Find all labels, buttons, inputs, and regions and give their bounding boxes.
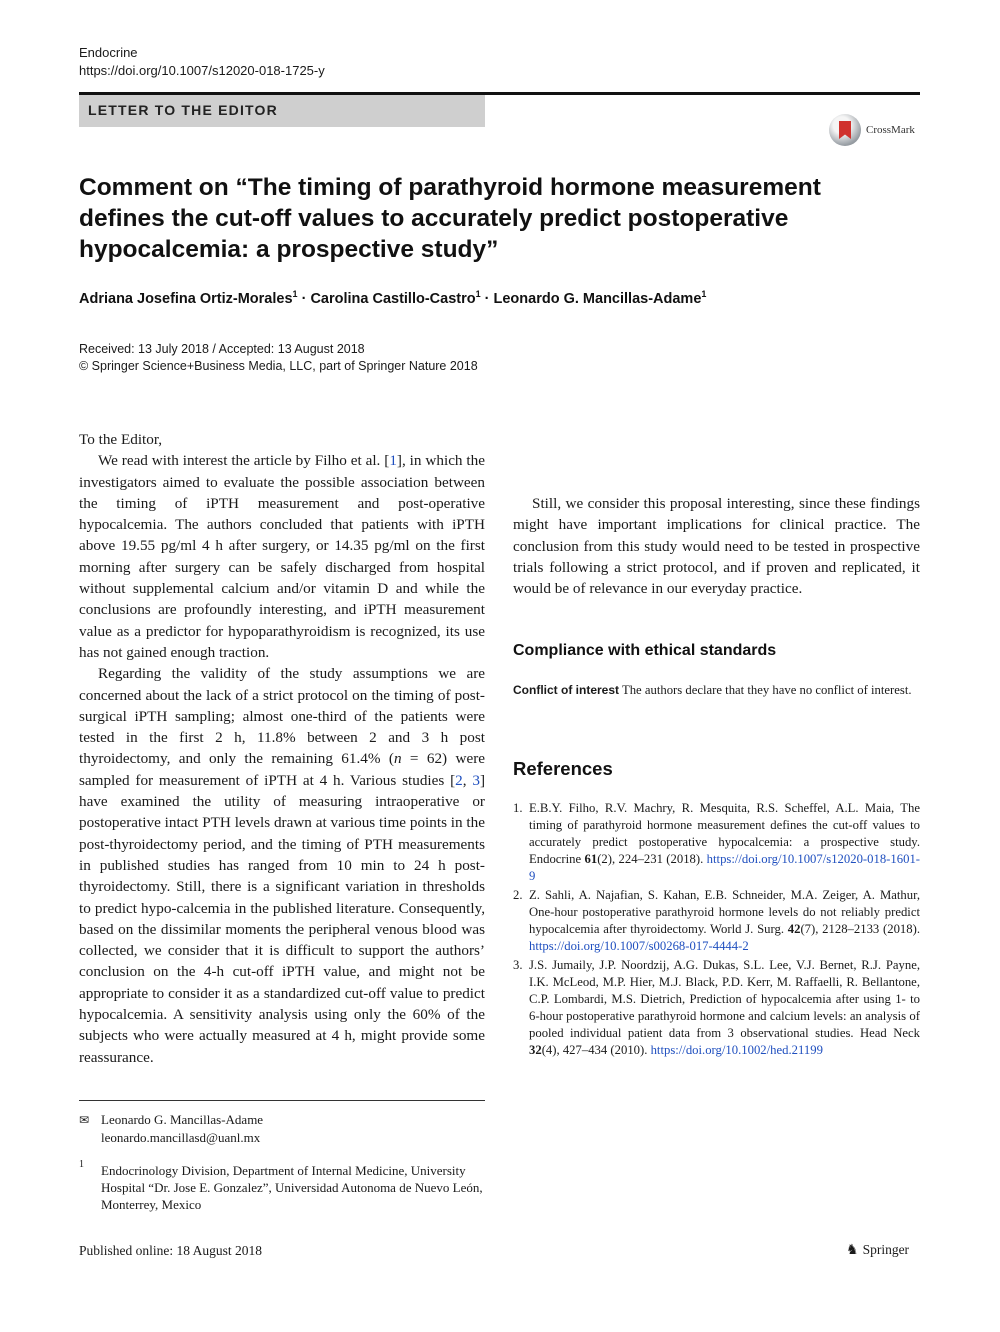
body-paragraph: Still, we consider this proposal interesting, since these findings might have important implications for clinical practice. The conclusion from this study would need to be tested in prospective trials following a strict protocol, and if proven and replicated, it would be of relevance in our everyday practice. bbox=[513, 495, 920, 598]
reference-text: Z. Sahli, A. Najafian, S. Kahan, E.B. Schneider, M.A. Zeiger, A. Mathur, One-hour postoperative parathyroid hormone levels do not reliably predict hypocalcemia after thyroidectomy. World J. Surg. bbox=[529, 888, 920, 936]
reference-doi-link[interactable]: https://doi.org/10.1002/hed.21199 bbox=[650, 1043, 823, 1057]
body-right-column bbox=[513, 429, 920, 599]
author-separator: · bbox=[480, 290, 494, 307]
publisher-logo bbox=[846, 1242, 909, 1258]
paragraph-text: ] have examined the utility of measuring intraoperative or postoperative intact PTH levels drawn at various time points in the post-thyroidectomy period, and the timing of PTH measurements in published studies has ranged from 10 min to 24 h post-thyroidectomy. Still, there is a significant variation in thresholds to predict hypo-calcemia in the published literature. Consequently, based on the dissimilar moments the peripheral venous blood was collected, we consider that it is difficult to support the authors’ conclusion on the 4-h cut-off iPTH value, and might not be appropriate to consider it as a standardized cut-off value to predict hypocalcemia. A sensitivity analysis using only the 60% of the subjects who were actually measured at 4 h, might provide some reassurance. bbox=[79, 771, 486, 1066]
paragraph-text: We read with interest the article by Filho et al. [ bbox=[98, 452, 390, 470]
reference-text: (4), 427–434 (2010). bbox=[541, 1043, 651, 1057]
references-heading: References bbox=[513, 758, 613, 779]
springer-horse-icon: ♞ bbox=[846, 1242, 859, 1258]
variable-n: n bbox=[393, 750, 402, 768]
reference-volume: 61 bbox=[584, 852, 598, 866]
body-paragraph bbox=[79, 450, 485, 663]
paragraph-text: Regarding the validity of the study assumptions we are concerned about the lack of a strict protocol on the timing of post-surgical iPTH sampling; almost one-third of the patients were tested in the first 2 h, 11.8% between 2 and 3 h post thyroidectomy, and only the remaining 61.4% ( bbox=[79, 665, 485, 768]
reference-doi-link[interactable]: https://doi.org/10.1007/s00268-017-4444-2 bbox=[529, 939, 749, 953]
compliance-heading: Compliance with ethical standards bbox=[513, 642, 777, 659]
corresponding-author-name: Leonardo G. Mancillas-Adame bbox=[101, 1112, 264, 1127]
reference-volume: 42 bbox=[787, 922, 801, 936]
journal-name: Endocrine bbox=[79, 45, 138, 60]
corresponding-author-email[interactable]: leonardo.mancillasd@uanl.mx bbox=[101, 1130, 261, 1145]
citation-link[interactable]: 1 bbox=[389, 452, 397, 470]
salutation: To the Editor, bbox=[79, 431, 163, 448]
author-affiliation-marker: 1 bbox=[475, 289, 481, 299]
crossmark-badge[interactable] bbox=[829, 114, 915, 146]
received-dates: Received: 13 July 2018 / Accepted: 13 August 2018 bbox=[79, 342, 365, 356]
reference-number: 3. bbox=[513, 958, 523, 972]
reference-number: 2. bbox=[513, 888, 523, 902]
reference-volume: 32 bbox=[529, 1043, 542, 1057]
footnote-rule bbox=[79, 1100, 485, 1101]
conflict-term: Conflict of interest bbox=[513, 683, 620, 697]
corresponding-author bbox=[79, 1111, 263, 1129]
conflict-of-interest bbox=[513, 682, 920, 699]
reference-text: J.S. Jumaily, J.P. Noordzij, A.G. Dukas, S.L. Lee, V.J. Bernet, R.J. Payne, I.K. McLeod, M.P. Hier, M.J. Black, P.D. Kerr, M. Raffaelli, R. Bellantone, C.P. Lombardi, M.S. Dietrich, Prediction of hypocalcemia after using 1- to 6-hour postoperative parathyroid hormone and calcium levels: an analysis of pooled individual patient data from 3 observational studies. Head Neck bbox=[529, 958, 920, 1040]
citation-link[interactable]: 3 bbox=[472, 771, 480, 789]
reference-list bbox=[513, 800, 920, 1061]
crossmark-icon bbox=[829, 114, 861, 146]
reference-number: 1. bbox=[513, 801, 523, 815]
copyright-line: © Springer Science+Business Media, LLC, part of Springer Nature 2018 bbox=[79, 359, 478, 373]
author-affiliation-marker: 1 bbox=[701, 289, 707, 299]
author-separator: · bbox=[297, 290, 311, 307]
published-online: Published online: 18 August 2018 bbox=[79, 1243, 263, 1258]
affiliation-number: 1 bbox=[79, 1159, 84, 1170]
article-title: Comment on “The timing of parathyroid hormone measurement defines the cut-off values to accurately predict postoperative hypocalcemia: a prospective study” bbox=[79, 174, 821, 263]
author-name[interactable]: Leonardo G. Mancillas-Adame bbox=[493, 290, 702, 307]
reference-item bbox=[513, 800, 920, 885]
envelope-icon: ✉ bbox=[79, 1113, 90, 1127]
crossmark-label: CrossMark bbox=[866, 124, 915, 136]
citation-link[interactable]: 2 bbox=[455, 771, 463, 789]
publisher-name: Springer bbox=[862, 1242, 910, 1257]
body-paragraph bbox=[79, 663, 485, 1068]
reference-item bbox=[513, 957, 920, 1059]
author-list bbox=[79, 289, 706, 307]
section-label: LETTER TO THE EDITOR bbox=[88, 102, 278, 118]
author-affiliation-marker: 1 bbox=[292, 289, 298, 299]
paragraph-text: = 62) were sampled for measurement of iPTH at 4 h. Various studies [ bbox=[79, 750, 485, 789]
conflict-text: The authors declare that they have no conflict of interest. bbox=[619, 683, 912, 697]
reference-doi-link[interactable]: https://doi.org/10.1007/s12020-018-1601-9 bbox=[529, 852, 921, 883]
paragraph-text: ], in which the investigators aimed to evaluate the possible association between the timing of iPTH measurement and post-operative hypocalcemia. The authors concluded that patients with iPTH above 19.55 pg/ml 4 h after surgery, or 14.35 pg/ml on the first morning after surgery can be safely discharged from hospital without supplemental calcium and/or vitamin D and while the conclusions are profoundly interesting, and iPTH measurement value as a predictor for hypoparathyroidism is recognized, its use has not gained enough traction. bbox=[79, 452, 485, 661]
paragraph-text: , bbox=[462, 771, 473, 789]
body-left-column bbox=[79, 429, 485, 1068]
reference-text: (2), 224–231 (2018). bbox=[597, 852, 707, 866]
article-doi[interactable]: https://doi.org/10.1007/s12020-018-1725-y bbox=[79, 63, 325, 78]
author-name[interactable]: Carolina Castillo-Castro bbox=[310, 290, 476, 307]
reference-text: E.B.Y. Filho, R.V. Machry, R. Mesquita, R.S. Scheffel, A.L. Maia, The timing of parathyroid hormone measurement defines the cut-off values to accurately predict postoperative hypocalcemia: a prospective study. Endocrine bbox=[529, 801, 920, 866]
affiliation-text: Endocrinology Division, Department of Internal Medicine, University Hospital “Dr. Jose E. Gonzalez”, Universidad Autonoma de Nuevo León, Monterrey, Mexico bbox=[101, 1163, 483, 1212]
author-name[interactable]: Adriana Josefina Ortiz-Morales bbox=[79, 290, 293, 307]
reference-item bbox=[513, 887, 920, 955]
reference-text: (7), 2128–2133 (2018). bbox=[800, 922, 921, 936]
